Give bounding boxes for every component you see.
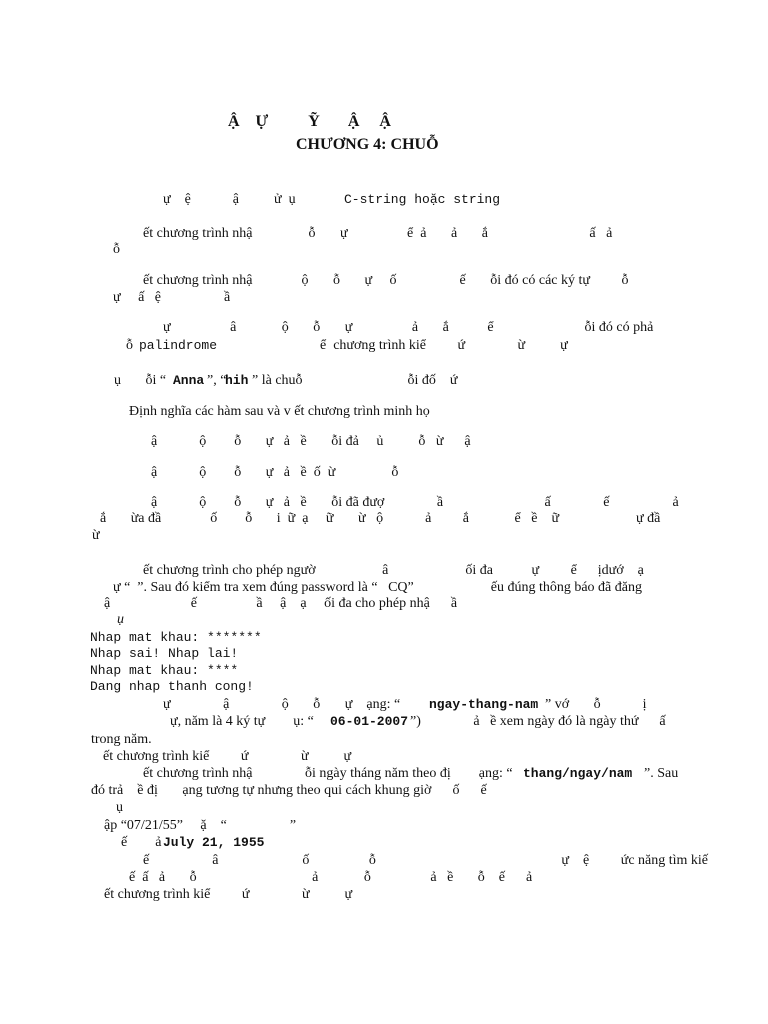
exercise-6-output: July 21, 1955 [163, 835, 265, 850]
def-item-1: ậ ộ ỗ ự ả ề ỗi đả ủ ỗ ừ ậ [151, 434, 471, 449]
def-item-3-line-3: ừ [92, 528, 100, 543]
exercise-3-line-1: ự â ộ ỗ ự ả ắ ể ỗi đó có phả [163, 320, 654, 335]
exercise-7-line-3: ết chương trình kiể ứ ừ ự [104, 887, 353, 902]
exercise-7-line-2: ế ấ ả ỗ ả ỗ ả ề ỗ ế ả [129, 870, 533, 885]
exercise-6-line-3: ụ [116, 800, 123, 815]
exercise-4-line-2: ự “ ”. Sau đó kiểm tra xem đúng password là “ CQ” ếu đúng thông báo đã đăng [113, 580, 642, 595]
exercise-6-line-1a: ết chương trình nhậ ỗi ngày tháng năm theo đị ạng: “ [143, 766, 513, 781]
exercise-5-line-4: ết chương trình kiể ứ ừ ự [103, 749, 352, 764]
exercise-6-line-5a: ế ả [121, 835, 162, 850]
exercise-7-line-1: ế â ố ỗ ự ệ ức năng tìm kiế [143, 853, 709, 868]
exercise-1-line-2: ỗ [113, 242, 120, 257]
exercise-5-line-2b: ”) ả ề xem ngày đó là ngày thứ ấ [410, 714, 666, 729]
exercise-6-line-4: ập “07/21/55” ặ “ ” [104, 818, 297, 833]
example-prefix: ụ ỗi “ [114, 373, 167, 388]
def-item-3-line-1: ậ ộ ỗ ự ả ề ỗi đã đượ ầ ấ ế ả [151, 495, 679, 510]
console-line-3: Nhap mat khau: **** [90, 663, 239, 678]
exercise-3-palindrome: palindrome [139, 338, 218, 353]
exercise-5-line-3: trong năm. [91, 732, 152, 747]
exercise-5-date-example: 06-01-2007 [330, 714, 409, 729]
chapter-title: CHƯƠNG 4: CHUỖ [296, 136, 439, 153]
example-sep: ”, “ [207, 373, 227, 388]
exercise-4-line-3: ậ ế ầ ậ ạ ối đa cho phép nhậ ầ [104, 596, 458, 611]
example-hih: hih [225, 373, 249, 388]
exercise-1-line-1: ết chương trình nhậ ỗ ự ể ả ả ắ ấ ả [143, 226, 613, 241]
exercise-3-line-2a: ỗ [126, 338, 133, 353]
exercise-2-line-1: ết chương trình nhậ ộ ỗ ự ố ế ỗi đó có các ký tự ỗ [143, 273, 629, 288]
console-line-2: Nhap sai! Nhap lai! [90, 646, 239, 661]
exercise-4-example-label: ụ [117, 612, 124, 627]
def-item-3-line-2: ắ ừa đầ ố ỗ i ữ ạ ữ ừ ộ ả ắ ể ề ữ ự đầ [100, 511, 661, 526]
console-line-4: Dang nhap thanh cong! [90, 679, 254, 694]
exercise-3-line-2b: ể chương trình kiể ứ ừ ự [320, 338, 568, 353]
exercise-6-line-2: đó trả ề đị ạng tương tự nhưng theo qui cách khung giờ ố ế [91, 783, 487, 798]
definitions-heading: Định nghĩa các hàm sau và v ết chương trình minh họ [129, 404, 430, 419]
exercise-5-format: ngay-thang-nam [429, 697, 539, 712]
exercise-5-line-1a: ự ậ ộ ỗ ự ạng: “ [163, 697, 401, 712]
def-item-2: ậ ộ ỗ ự ả ề ố ừ ỗ [151, 465, 399, 480]
exercise-4-line-1: ết chương trình cho phép ngườ â ối đa ự ể ịdướ ạ [143, 563, 644, 578]
para-1-code: C-string hoặc string [344, 192, 501, 207]
para-1-text: ự ệ ậ ử ụ [163, 192, 296, 207]
exercise-6-line-1b: ”. Sau [644, 766, 679, 781]
exercise-5-line-2a: ự, năm là 4 ký tự ụ: “ [170, 714, 314, 729]
exercise-6-format: thang/ngay/nam [523, 766, 633, 781]
exercise-5-line-1b: ” vớ ỗ ị [545, 697, 647, 712]
doc-header: Ậ Ự Ỹ Ậ Ậ [228, 113, 391, 130]
example-suffix: ” là chuỗ ỗi đố ứ [252, 373, 458, 388]
exercise-2-line-2: ự ấ ệ ầ [113, 290, 231, 305]
example-anna: Anna [173, 373, 205, 388]
console-line-1: Nhap mat khau: ******* [90, 630, 262, 645]
